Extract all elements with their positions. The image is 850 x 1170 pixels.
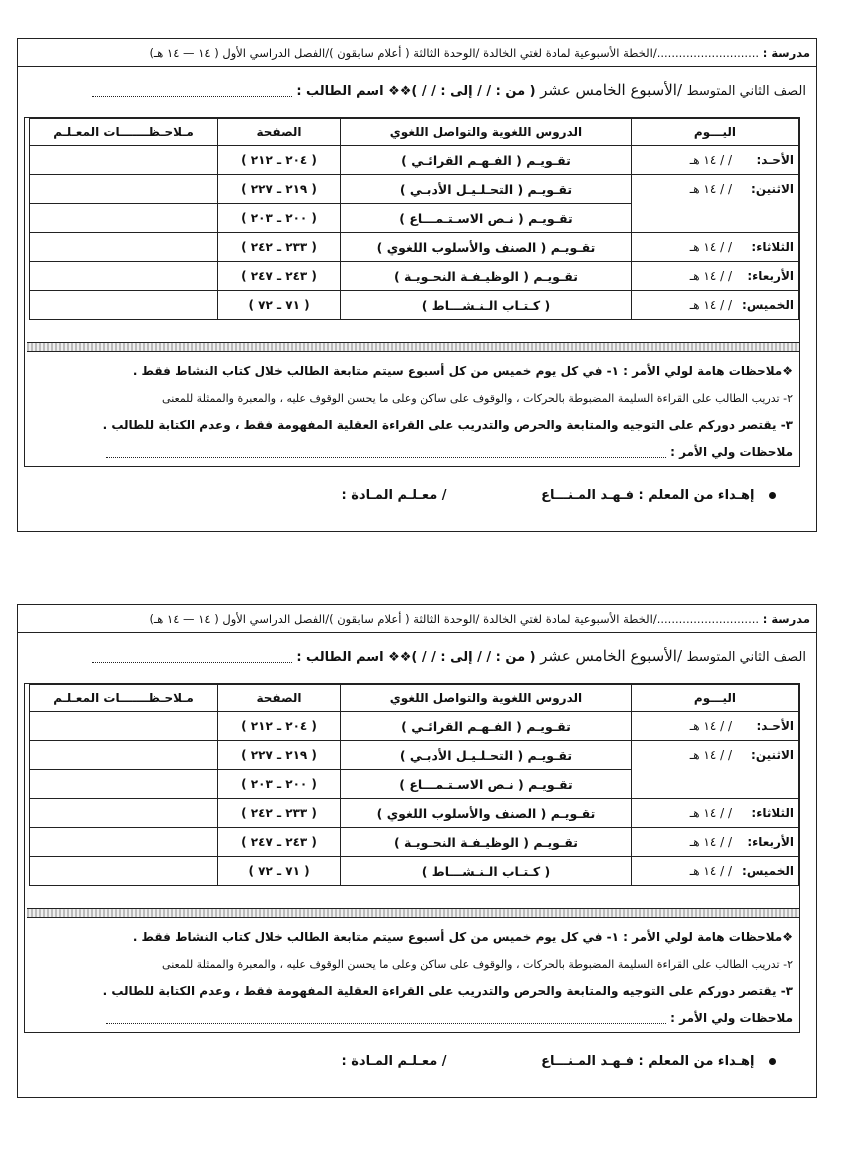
student-name-line[interactable]	[92, 86, 292, 97]
page-cell: ( ٢٠٤ ـ ٢١٢ )	[218, 712, 341, 741]
parent-notes-row	[31, 439, 793, 466]
day-date: / / ١٤ هـ	[689, 269, 732, 283]
day-date: / / ١٤ هـ	[689, 719, 732, 733]
table-row	[30, 146, 799, 175]
plan-table	[29, 684, 799, 886]
week-label: /الأسبوع الخامس عشر	[540, 81, 683, 99]
teacher-note-cell[interactable]	[30, 828, 218, 857]
teacher-note-cell[interactable]	[30, 204, 218, 233]
lesson-cell: تقـويـم ( الصنف والأسلوب اللغوي )	[340, 799, 631, 828]
day-date: / / ١٤ هـ	[689, 835, 732, 849]
table-row	[30, 741, 799, 770]
page-cell: ( ٢٠٤ ـ ٢١٢ )	[218, 146, 341, 175]
day-name: الثلاثاء:	[751, 240, 794, 254]
table-row	[30, 770, 799, 799]
page-cell: ( ٧١ ـ ٧٢ )	[218, 291, 341, 320]
plan-title: ............................/الخطة الأسبوعية لمادة لغتي الخالدة /الوحدة الثالثة ( أعلام سابقون )/الفصل الدراسي الأول ( ١٤ — ١٤ هـ)	[149, 46, 760, 60]
note-1: ❖ملاحظات هامة لولي الأمر : ١- في كل يوم خميس من كل أسبوع سيتم متابعة الطالب خلال كتاب النشاط فقط .	[132, 930, 793, 944]
parent-notes-row	[31, 1005, 793, 1032]
teacher-note-cell[interactable]	[30, 799, 218, 828]
table-row	[30, 262, 799, 291]
teacher-notes-header: مـلاحـظـــــــات المعـلـم	[30, 685, 218, 712]
page-cell: ( ٢٣٣ ـ ٢٤٢ )	[218, 799, 341, 828]
note-3: ٣- يقتصر دوركم على التوجيه والمتابعة والحرص والتدريب على القراءة العقلية المفهومة فقط ، وعدم الكتابة للطالب .	[102, 984, 793, 998]
lesson-cell: تقـويـم ( نـص الاسـتـمـــاع )	[340, 204, 631, 233]
teacher-note-cell[interactable]	[30, 262, 218, 291]
footer	[28, 1051, 776, 1073]
page-cell: ( ٧١ ـ ٧٢ )	[218, 857, 341, 886]
lesson-cell: ( كـتـاب الـنـشـــاط )	[340, 291, 631, 320]
table-row	[30, 828, 799, 857]
lesson-cell: تقـويـم ( التحـلـيـل الأدبـي )	[340, 741, 631, 770]
header-bar	[18, 605, 816, 633]
table-row	[30, 712, 799, 741]
school-label: مدرسة :	[762, 612, 810, 626]
gift-label: إهـداء من المعلم :	[638, 488, 755, 503]
teacher-note-cell[interactable]	[30, 175, 218, 204]
week-line	[28, 79, 806, 101]
day-date: / / ١٤ هـ	[689, 298, 732, 312]
divider-band	[27, 342, 799, 352]
plan-sheet-top	[17, 38, 817, 532]
plan-title: ............................/الخطة الأسبوعية لمادة لغتي الخالدة /الوحدة الثالثة ( أعلام سابقون )/الفصل الدراسي الأول ( ١٤ — ١٤ هـ)	[149, 612, 760, 626]
divider-band	[27, 908, 799, 918]
table-header-row	[30, 685, 799, 712]
date-range: ( من : / / إلى : / / )❖❖	[388, 650, 536, 665]
day-date: / / ١٤ هـ	[689, 240, 732, 254]
school-label: مدرسة :	[762, 46, 810, 60]
subject-teacher-label: / معـلـم المـادة :	[341, 1054, 447, 1069]
teacher-note-cell[interactable]	[30, 741, 218, 770]
student-name-label: اسم الطالب :	[296, 84, 384, 99]
teacher-note-cell[interactable]	[30, 857, 218, 886]
page-cell: ( ٢١٩ ـ ٢٢٧ )	[218, 175, 341, 204]
day-name: الثلاثاء:	[751, 806, 794, 820]
gift-label: إهـداء من المعلم :	[638, 1054, 755, 1069]
day-date: / / ١٤ هـ	[689, 806, 732, 820]
teacher-note-cell[interactable]	[30, 291, 218, 320]
page-cell: ( ٢٤٣ ـ ٢٤٧ )	[218, 262, 341, 291]
lesson-cell: تقـويـم ( التحـلـيـل الأدبـي )	[340, 175, 631, 204]
bullet-icon	[769, 492, 776, 499]
page-cell: ( ٢٤٣ ـ ٢٤٧ )	[218, 828, 341, 857]
student-name-label: اسم الطالب :	[296, 650, 384, 665]
table-row	[30, 204, 799, 233]
parent-notes	[31, 358, 793, 466]
parent-notes-label: ملاحظات ولي الأمر :	[670, 1011, 793, 1025]
lesson-cell: تقـويـم ( نـص الاسـتـمـــاع )	[340, 770, 631, 799]
plan-sheet-bottom	[17, 604, 817, 1098]
page-cell: ( ٢١٩ ـ ٢٢٧ )	[218, 741, 341, 770]
page-cell: ( ٢٠٠ ـ ٢٠٣ )	[218, 770, 341, 799]
plan-table	[29, 118, 799, 320]
grade-label: الصف الثاني المتوسط	[686, 650, 806, 665]
bullet-icon	[769, 1058, 776, 1065]
week-line	[28, 645, 806, 667]
week-label: /الأسبوع الخامس عشر	[540, 647, 683, 665]
lesson-cell: تقـويـم ( الوظيـفـة النحـويـة )	[340, 828, 631, 857]
lesson-cell: تقـويـم ( الفـهـم القرائـي )	[340, 146, 631, 175]
parent-notes-label: ملاحظات ولي الأمر :	[670, 445, 793, 459]
table-row	[30, 291, 799, 320]
day-date: / / ١٤ هـ	[689, 748, 732, 763]
day-name: الاثنين:	[751, 182, 794, 197]
day-date: / / ١٤ هـ	[689, 153, 732, 167]
day-name: الخميس:	[742, 864, 794, 878]
page-header: الصفحة	[218, 685, 341, 712]
teacher-note-cell[interactable]	[30, 233, 218, 262]
parent-notes	[31, 924, 793, 1032]
day-name: الأربعاء:	[747, 269, 794, 283]
parent-notes-line[interactable]	[106, 447, 666, 458]
lesson-cell: تقـويـم ( الصنف والأسلوب اللغوي )	[340, 233, 631, 262]
teacher-note-cell[interactable]	[30, 146, 218, 175]
teacher-note-cell[interactable]	[30, 712, 218, 741]
teacher-name: فـهـد المـنـــاع	[541, 1054, 634, 1069]
note-3: ٣- يقتصر دوركم على التوجيه والمتابعة والحرص والتدريب على القراءة العقلية المفهومة فقط ، وعدم الكتابة للطالب .	[102, 418, 793, 432]
header-bar	[18, 39, 816, 67]
day-name: الاثنين:	[751, 748, 794, 763]
note-2: ٢- تدريب الطالب على القراءة السليمة المضبوطة بالحركات ، والوقوف على ساكن وعلى ما يحسن الوقوف عليه ، والمعبرة والممثلة للمعنى	[162, 958, 793, 971]
lesson-cell: ( كـتـاب الـنـشـــاط )	[340, 857, 631, 886]
plan-frame	[24, 683, 800, 1033]
page-cell: ( ٢٣٣ ـ ٢٤٢ )	[218, 233, 341, 262]
lessons-header: الدروس اللغوية والتواصل اللغوي	[340, 685, 631, 712]
table-header-row	[30, 119, 799, 146]
table-row	[30, 799, 799, 828]
lesson-cell: تقـويـم ( الوظيـفـة النحـويـة )	[340, 262, 631, 291]
day-name: الأحـد:	[756, 153, 794, 167]
day-header: اليـــوم	[631, 119, 798, 146]
student-name-line[interactable]	[92, 652, 292, 663]
footer	[28, 485, 776, 507]
lessons-header: الدروس اللغوية والتواصل اللغوي	[340, 119, 631, 146]
note-2: ٢- تدريب الطالب على القراءة السليمة المضبوطة بالحركات ، والوقوف على ساكن وعلى ما يحسن الوقوف عليه ، والمعبرة والممثلة للمعنى	[162, 392, 793, 405]
page-cell: ( ٢٠٠ ـ ٢٠٣ )	[218, 204, 341, 233]
day-date: / / ١٤ هـ	[689, 864, 732, 878]
parent-notes-line[interactable]	[106, 1013, 666, 1024]
day-name: الخميس:	[742, 298, 794, 312]
plan-frame	[24, 117, 800, 467]
lesson-cell: تقـويـم ( الفـهـم القرائـي )	[340, 712, 631, 741]
teacher-name: فـهـد المـنـــاع	[541, 488, 634, 503]
grade-label: الصف الثاني المتوسط	[686, 84, 806, 99]
day-header: اليـــوم	[631, 685, 798, 712]
day-name: الأربعاء:	[747, 835, 794, 849]
day-name: الأحـد:	[756, 719, 794, 733]
page-header: الصفحة	[218, 119, 341, 146]
note-1: ❖ملاحظات هامة لولي الأمر : ١- في كل يوم خميس من كل أسبوع سيتم متابعة الطالب خلال كتاب النشاط فقط .	[132, 364, 793, 378]
date-range: ( من : / / إلى : / / )❖❖	[388, 84, 536, 99]
subject-teacher-label: / معـلـم المـادة :	[341, 488, 447, 503]
teacher-note-cell[interactable]	[30, 770, 218, 799]
table-row	[30, 233, 799, 262]
table-row	[30, 857, 799, 886]
day-date: / / ١٤ هـ	[689, 182, 732, 197]
table-row	[30, 175, 799, 204]
teacher-notes-header: مـلاحـظـــــــات المعـلـم	[30, 119, 218, 146]
